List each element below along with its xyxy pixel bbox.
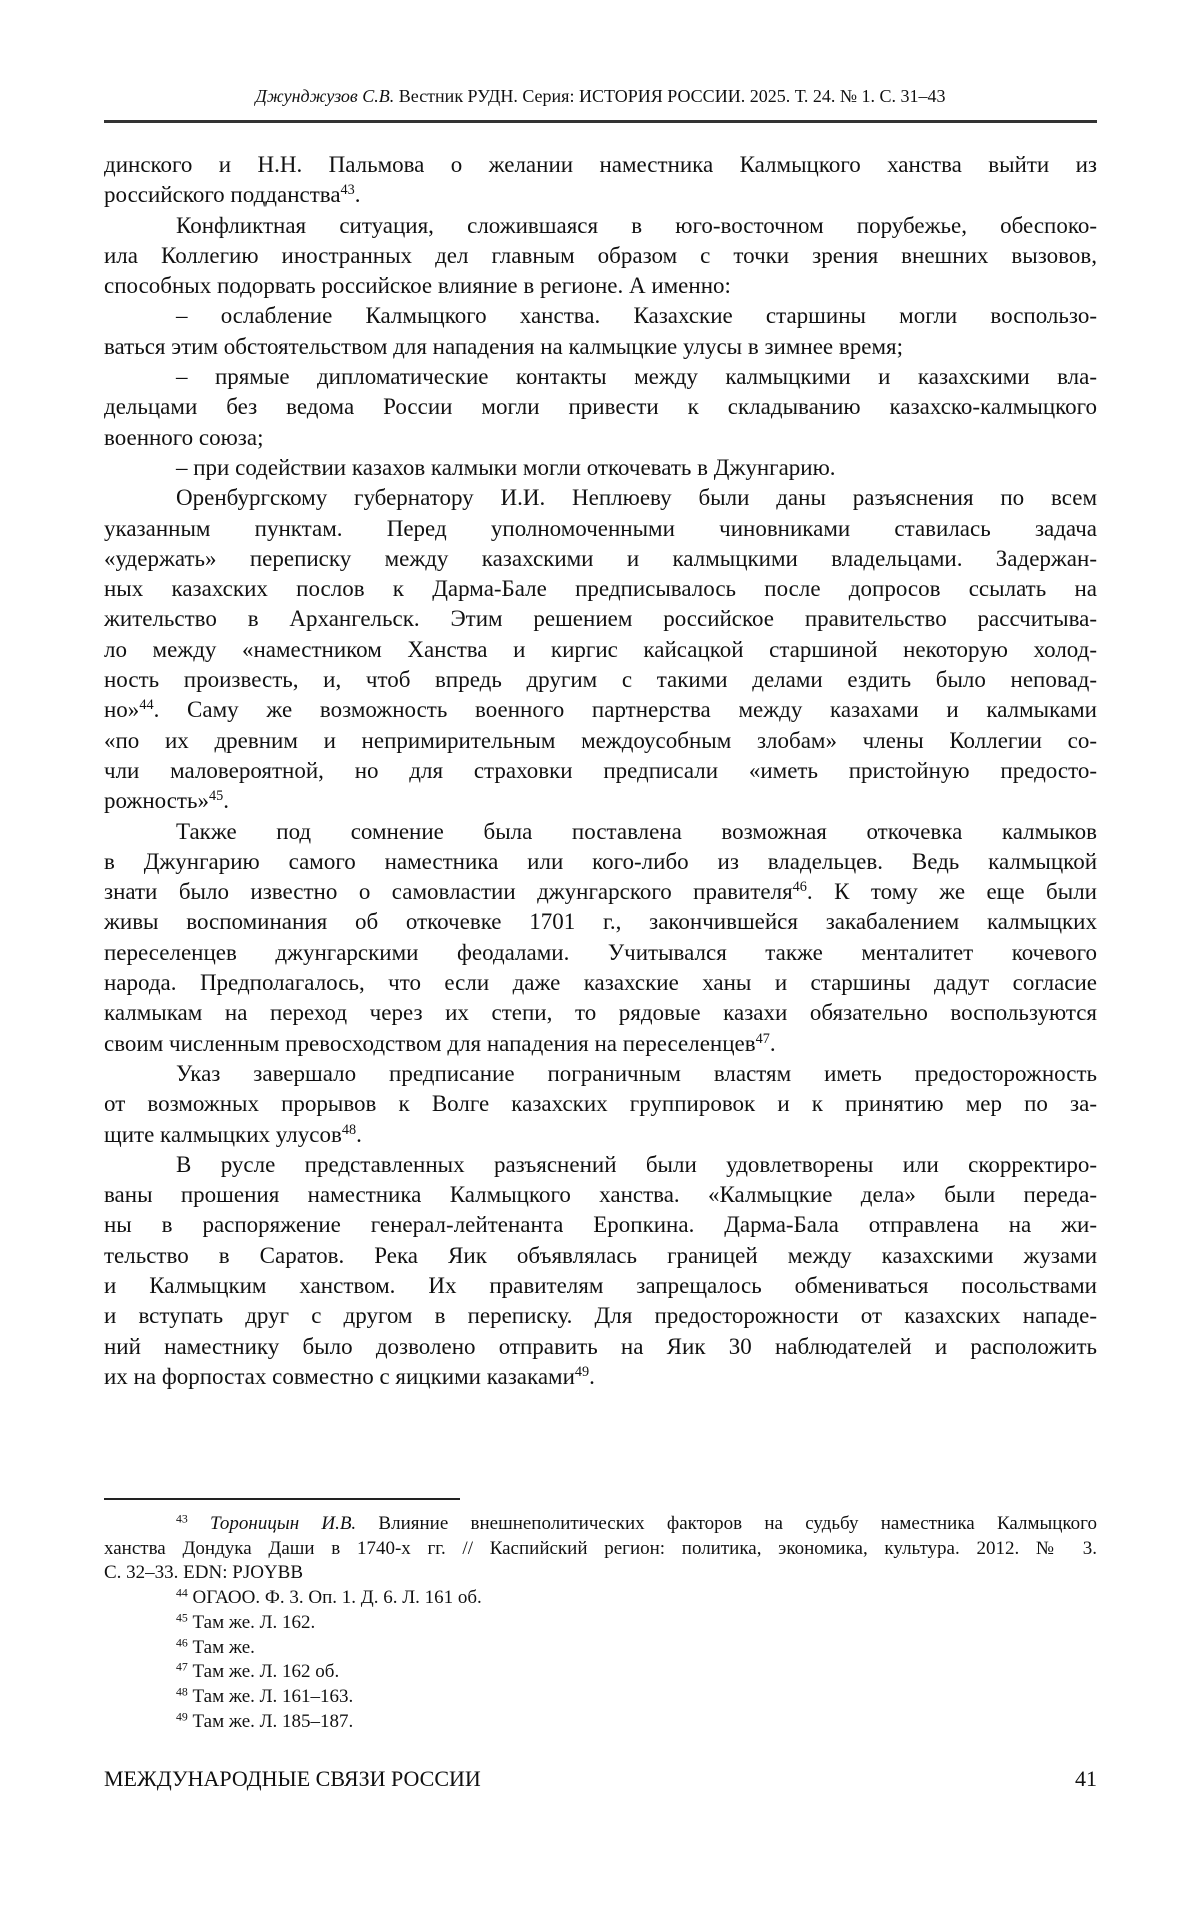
text-line	[104, 1611, 1097, 1636]
text-line	[104, 817, 1097, 847]
text-run: – ослабление Калмыцкого ханства. Казахские старшины могли воспользо-	[176, 303, 1097, 328]
text-line	[104, 1710, 1097, 1735]
footnote-ref: 47	[756, 1031, 770, 1047]
text-line	[104, 1586, 1097, 1611]
text-line	[104, 1537, 1097, 1562]
text-run: .	[770, 1031, 776, 1056]
paragraph	[104, 453, 1097, 483]
text-run: ло между «наместником Ханства и киргис кайсацкой старшиной некоторую холод-	[104, 637, 1097, 662]
text-run: чли маловероятной, но для страховки предписали «иметь пристойную предосто-	[104, 758, 1097, 783]
header-rule	[104, 120, 1097, 123]
text-run: Оренбургскому губернатору И.И. Неплюеву были даны разъяснения по всем	[176, 485, 1097, 510]
text-line	[104, 211, 1097, 241]
text-run: дельцами без ведома России могли привести к складыванию казахско-калмыцкого	[104, 394, 1097, 419]
text-line	[104, 514, 1097, 544]
text-line	[104, 695, 1097, 725]
text-run: способных подорвать российское влияние в регионе. А именно:	[104, 273, 731, 298]
text-run: но»	[104, 697, 139, 722]
footnote-ref: 49	[575, 1364, 589, 1380]
text-line	[104, 877, 1097, 907]
page-number: 41	[1075, 1766, 1097, 1792]
text-line	[104, 756, 1097, 786]
footnote	[104, 1586, 1097, 1611]
text-run: в Джунгарию самого наместника или кого-либо из владельцев. Ведь калмыцкой	[104, 849, 1097, 874]
text-line	[104, 1636, 1097, 1661]
text-line	[104, 998, 1097, 1028]
paragraph	[104, 817, 1097, 1059]
footnote	[104, 1636, 1097, 1661]
text-run: Конфликтная ситуация, сложившаяся в юго-восточном порубежье, обеспоко-	[176, 213, 1097, 238]
text-run: военного союза;	[104, 425, 264, 450]
text-run: щите калмыцких улусов	[104, 1122, 342, 1147]
text-line	[104, 1241, 1097, 1271]
text-run: Там же. Л. 162 об.	[188, 1661, 339, 1682]
footnote	[104, 1710, 1097, 1735]
text-line	[104, 180, 1097, 210]
footnote-ref: 49	[176, 1710, 188, 1723]
footer-section-title: МЕЖДУНАРОДНЫЕ СВЯЗИ РОССИИ	[104, 1766, 481, 1792]
text-line	[104, 544, 1097, 574]
text-line	[104, 1561, 1097, 1586]
cited-author: Тороницын И.В.	[210, 1513, 356, 1534]
paragraph	[104, 150, 1097, 211]
text-run: – при содействии казахов калмыки могли откочевать в Джунгарию.	[176, 455, 836, 480]
footnote	[104, 1611, 1097, 1636]
text-run: ных казахских послов к Дарма-Бале предписывалось после допросов ссылать на	[104, 576, 1097, 601]
text-line	[104, 968, 1097, 998]
text-line	[104, 1332, 1097, 1362]
text-line	[104, 1210, 1097, 1240]
text-line	[104, 786, 1097, 816]
text-run: .	[223, 788, 229, 813]
footnote-ref: 44	[139, 698, 153, 714]
text-run: и вступать друг с другом в переписку. Для предосторожности от казахских нападе-	[104, 1303, 1097, 1328]
text-line	[104, 1512, 1097, 1537]
text-run: российского подданства	[104, 182, 341, 207]
text-line	[104, 453, 1097, 483]
text-line	[104, 1362, 1097, 1392]
header-journal: Вестник РУДН. Серия: ИСТОРИЯ РОССИИ. 2025. Т. 24. № 1. С. 31–43	[399, 86, 946, 106]
text-line	[104, 1029, 1097, 1059]
text-line	[104, 1180, 1097, 1210]
footnote-ref: 45	[209, 788, 223, 804]
text-run: своим численным превосходством для нападения на переселенцев	[104, 1031, 756, 1056]
text-run: от возможных прорывов к Волге казахских группировок и к принятию мер по за-	[104, 1091, 1097, 1116]
text-run: Там же. Л. 162.	[188, 1612, 316, 1633]
footnote-ref: 48	[176, 1685, 188, 1698]
text-run: Там же. Л. 161–163.	[188, 1686, 354, 1707]
text-run: «по их древним и непримирительным междоусобным злобам» члены Коллегии со-	[104, 728, 1097, 753]
text-line	[104, 1685, 1097, 1710]
footnote-ref: 46	[793, 879, 807, 895]
text-line	[104, 1271, 1097, 1301]
text-line	[104, 604, 1097, 634]
text-line	[104, 1150, 1097, 1180]
text-run: живы воспоминания об откочевке 1701 г., закончившейся закабалением калмыцких	[104, 909, 1097, 934]
text-run: ОГАОО. Ф. 3. Оп. 1. Д. 6. Л. 161 об.	[188, 1587, 482, 1608]
text-line	[104, 847, 1097, 877]
text-run: динского и Н.Н. Пальмова о желании наместника Калмыцкого ханства выйти из	[104, 152, 1097, 177]
text-line	[104, 574, 1097, 604]
text-run: переселенцев джунгарскими феодалами. Учитывался также менталитет кочевого	[104, 940, 1097, 965]
text-run: ность произвесть, и, чтоб впредь другим с такими делами ездить было неповад-	[104, 667, 1097, 692]
text-run: и Калмыцким ханством. Их правителям запрещалось обмениваться посольствами	[104, 1273, 1097, 1298]
text-line	[104, 1089, 1097, 1119]
text-run: их на форпостах совместно с яицкими казаками	[104, 1364, 575, 1389]
text-run: рожность»	[104, 788, 209, 813]
footnote-ref: 48	[342, 1122, 356, 1138]
text-line	[104, 301, 1097, 331]
text-run: жительство в Архангельск. Этим решением российское правительство рассчитыва-	[104, 606, 1097, 631]
text-line	[104, 362, 1097, 392]
text-line	[104, 1059, 1097, 1089]
text-line	[104, 726, 1097, 756]
paragraph	[104, 301, 1097, 362]
text-run: Указ завершало предписание пограничным властям иметь предосторожность	[176, 1061, 1097, 1086]
text-run: Также под сомнение была поставлена возможная откочевка калмыков	[176, 819, 1097, 844]
text-run: народа. Предполагалось, что если даже казахские ханы и старшины дадут согласие	[104, 970, 1097, 995]
footnotes	[104, 1512, 1097, 1734]
text-run: ваны прошения наместника Калмыцкого ханства. «Калмыцкие дела» были переда-	[104, 1182, 1097, 1207]
text-line	[104, 635, 1097, 665]
text-run: Влияние внешнеполитических факторов на судьбу наместника Калмыцкого	[356, 1513, 1097, 1534]
article-body	[104, 150, 1097, 1392]
footnote-ref: 45	[176, 1611, 188, 1624]
text-run: ны в распоряжение генерал-лейтенанта Еропкина. Дарма-Бала отправлена на жи-	[104, 1212, 1097, 1237]
footnote-ref: 43	[176, 1513, 188, 1526]
footnote-ref: 43	[341, 182, 355, 198]
text-run: С. 32–33. EDN: PJOYBB	[104, 1562, 303, 1583]
footnote-separator	[104, 1498, 460, 1500]
footnote-ref: 47	[176, 1661, 188, 1674]
text-line	[104, 1301, 1097, 1331]
footnote	[104, 1660, 1097, 1685]
paragraph	[104, 362, 1097, 453]
footnote	[104, 1512, 1097, 1586]
text-run: Там же. Л. 185–187.	[188, 1711, 354, 1732]
text-line	[104, 150, 1097, 180]
text-run: В русле представленных разъяснений были удовлетворены или скорректиро-	[176, 1152, 1097, 1177]
text-run: ний наместнику было дозволено отправить на Яик 30 наблюдателей и расположить	[104, 1334, 1097, 1359]
text-run	[188, 1513, 210, 1534]
paragraph	[104, 1059, 1097, 1150]
text-run: .	[355, 182, 361, 207]
text-line	[104, 332, 1097, 362]
text-run: тельство в Саратов. Река Яик объявлялась границей между казахскими жузами	[104, 1243, 1097, 1268]
text-run: .	[589, 1364, 595, 1389]
footnote-ref: 44	[176, 1587, 188, 1600]
text-line	[104, 241, 1097, 271]
footnote	[104, 1685, 1097, 1710]
text-run: ханства Дондука Даши в 1740-х гг. // Каспийский регион: политика, экономика, культура. 2012. № 3.	[104, 1538, 1097, 1559]
paragraph	[104, 483, 1097, 816]
text-line	[104, 392, 1097, 422]
text-run: знати было известно о самовластии джунгарского правителя	[104, 879, 793, 904]
text-run: ваться этим обстоятельством для нападения на калмыцкие улусы в зимнее время;	[104, 334, 903, 359]
text-run: калмыкам на переход через их степи, то рядовые казахи обязательно воспользуются	[104, 1000, 1097, 1025]
text-run: .	[356, 1122, 362, 1147]
page-footer	[104, 1766, 1097, 1792]
text-line	[104, 271, 1097, 301]
text-run: ила Коллегию иностранных дел главным образом с точки зрения внешних вызовов,	[104, 243, 1097, 268]
text-run: указанным пунктам. Перед уполномоченными чиновниками ставилась задача	[104, 516, 1097, 541]
footnote-ref: 46	[176, 1636, 188, 1649]
running-header	[104, 86, 1097, 107]
header-author: Джунджузов С.В.	[255, 86, 394, 106]
text-run: – прямые дипломатические контакты между калмыцкими и казахскими вла-	[176, 364, 1097, 389]
text-line	[104, 423, 1097, 453]
text-line	[104, 1660, 1097, 1685]
paragraph	[104, 211, 1097, 302]
text-run: . Саму же возможность военного партнерства между казахами и калмыками	[154, 697, 1097, 722]
text-line	[104, 1120, 1097, 1150]
text-line	[104, 665, 1097, 695]
text-run: . К тому же еще были	[807, 879, 1097, 904]
text-line	[104, 483, 1097, 513]
text-line	[104, 938, 1097, 968]
text-run: Там же.	[188, 1637, 255, 1658]
paragraph	[104, 1150, 1097, 1392]
text-line	[104, 907, 1097, 937]
text-run: «удержать» переписку между казахскими и калмыцкими владельцами. Задержан-	[104, 546, 1097, 571]
